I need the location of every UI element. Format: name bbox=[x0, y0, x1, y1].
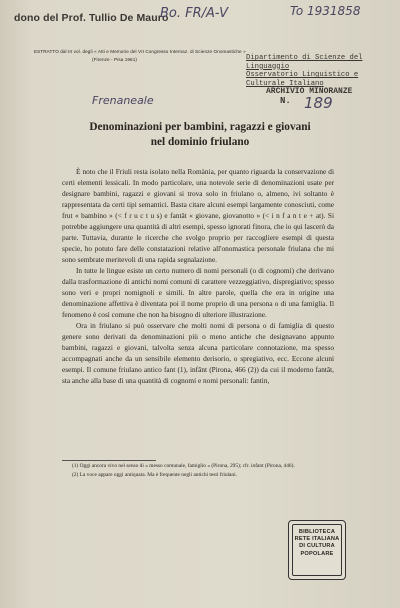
department-stamp-line-1: Dipartimento di Scienze del Linguaggio bbox=[246, 54, 363, 71]
paragraph: È noto che il Friuli resta isolato nella Romània, per quanto riguarda la conservazione di certi elementi lessicali. In modo particolare, una notevole serie di denominazioni usate per designare bambini, ragazzi e giovani si trova solo in friulano o, almeno, ivi soltanto è rappresentata da certi tipi semantici. Basta citare alcuni esempi largamente conosciuti, come frut « bambino » (< f r u c t u s) e fantât « giovane, giovanotto » (< i n f a n t e + at). Si potrebbe aggiungere una quantità di altri esempi, spesso ignorati finora, che io qui lascerò da parte. Tuttavia, durante le ricerche che svolgo proprio per raccogliere esempi di questa specie, ho potuto fare delle constatazioni relative all'onomastica personale friulana che mi sono sembrate meritevoli di una rapida segnalazione. bbox=[62, 167, 334, 264]
handwritten-inventory-code: To 1931858 bbox=[290, 4, 361, 18]
offprint-line-2: (Firenze - Pisa 1961) bbox=[92, 57, 137, 62]
donation-stamp: dono del Prof. Tullio De Mauro bbox=[14, 12, 169, 24]
offprint-note bbox=[34, 48, 274, 64]
footnote: (1) Oggi ancora vivo nel senso di « messo comunale, famiglio » (Pirona, 295); cfr. infant (Pirona, 446). bbox=[72, 463, 295, 469]
library-stamp-line: BIBLIOTECA bbox=[298, 529, 336, 535]
handwritten-archive-number: 189 bbox=[304, 94, 333, 112]
footnotes bbox=[62, 462, 334, 480]
handwritten-author-name: Frenaneale bbox=[92, 94, 154, 107]
article-title-line-1: Denominazioni per bambini, ragazzi e giovani bbox=[89, 121, 311, 133]
article-title-line-2: nel dominio friulano bbox=[150, 136, 250, 148]
library-stamp-line: RETE ITALIANA bbox=[294, 536, 340, 543]
department-stamp-line-3: ARCHIVIO MINORANZE bbox=[266, 87, 353, 97]
footnote-divider bbox=[62, 460, 156, 461]
paragraph: Ora in friulano si può osservare che molti nomi di persona o di famiglia di questo genere sono derivati da denominazioni più o meno antiche che designavano appunto bambini, ragazzi e giovani, talvolta senza alcuna particolare connotazione, ma spesso accompagnati anche da un sensibile elemento derisorio, o spregiativo, ecc. Eccone alcuni esempi. Il comune friulano antico fant (1), infânt (Pirona, 466 (2)) da cui il moderno fantât, sta anche alla base di una quantità di cognomi e nomi personali: fantin, bbox=[62, 321, 334, 385]
article-body bbox=[62, 166, 334, 386]
paragraph: In tutte le lingue esiste un certo numero di nomi personali (o di cognomi) che derivano dalla trasformazione di antichi nomi comuni di carattere vezzeggiativo, dispregiativo; spesso sono veri e propri nomignoli e simili. In altre parole, quella che era in origine una denominazione affettiva è diventata poi il nome proprio di una persona o di una famiglia. Il fenomeno è così comune che non ha bisogno di ulteriore illustrazione. bbox=[62, 266, 334, 319]
library-stamp bbox=[288, 520, 346, 580]
library-stamp-text bbox=[292, 524, 342, 576]
library-stamp-line: DI CULTURA bbox=[299, 543, 335, 550]
department-stamp-number-label: N. bbox=[280, 95, 291, 106]
department-stamp-line-2: Osservatorio Linguistico e Culturale Italiano bbox=[246, 71, 359, 88]
library-stamp-line: POPOLARE bbox=[300, 550, 334, 557]
article-title bbox=[40, 120, 360, 150]
offprint-line-1: ESTRATTO dal III vol. degli « Atti e Memorie del VII Congresso Internaz. di Scienze Onomastiche » bbox=[34, 49, 246, 54]
handwritten-shelfmark: Bo. FR/A-V bbox=[160, 6, 228, 21]
footnote: (2) La voce appare oggi antiquata. Ma è frequente negli antichi testi friulani. bbox=[72, 472, 237, 478]
